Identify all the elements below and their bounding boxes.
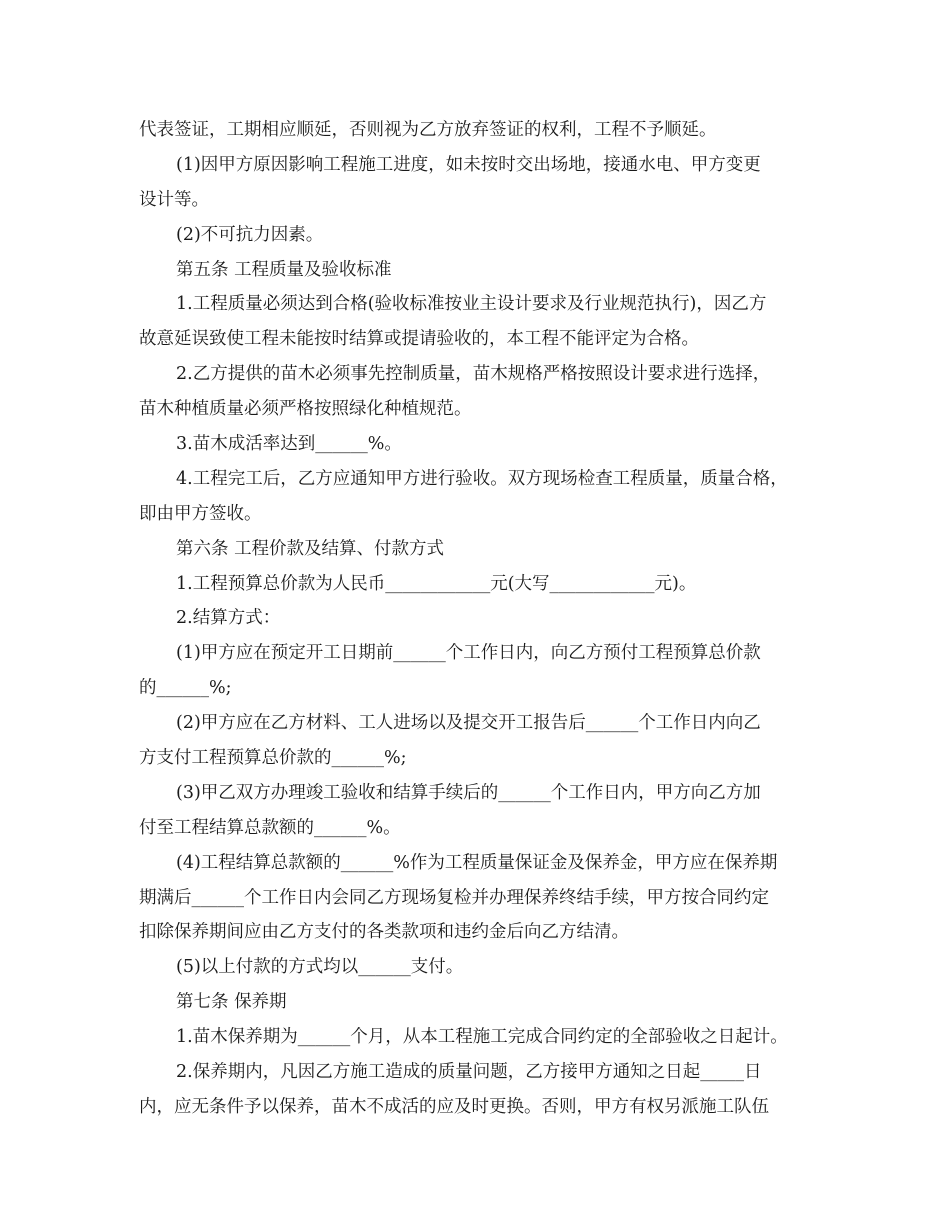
- text-line: [0, 811, 950, 846]
- line-text: 苗木种植质量必须严格按照绿化种植规范。: [139, 399, 472, 420]
- text-line: [0, 427, 950, 462]
- text-line: [0, 776, 950, 811]
- text-line: [0, 1090, 950, 1125]
- text-line: [0, 148, 950, 183]
- line-text: 1.苗木保养期为______个月，从本工程施工完成合同约定的全部验收之日起计。: [176, 1027, 788, 1048]
- text-line: [0, 1055, 950, 1090]
- text-line: [0, 1020, 950, 1055]
- section-heading: [0, 985, 950, 1020]
- line-text: (4)工程结算总款额的______%作为工程质量保证金及保养金，甲方应在保养期: [176, 852, 778, 873]
- text-line: [0, 846, 950, 881]
- line-text: 内，应无条件予以保养，苗木不成活的应及时更换。否则，甲方有权另派施工队伍: [139, 1096, 769, 1117]
- document-body: [0, 113, 950, 1125]
- line-text: 2.乙方提供的苗木必须事先控制质量，苗木规格严格按照设计要求进行选择，: [176, 364, 771, 385]
- line-text: (2)甲方应在乙方材料、工人进场以及提交开工报告后______个工作日内向乙: [176, 713, 761, 734]
- line-text: 4.工程完工后，乙方应通知甲方进行验收。双方现场检查工程质量，质量合格，: [176, 468, 788, 489]
- text-line: [0, 113, 950, 148]
- line-text: 1.工程质量必须达到合格(验收标准按业主设计要求及行业规范执行)，因乙方: [176, 294, 767, 315]
- line-text: 第五条 工程质量及验收标准: [176, 259, 392, 280]
- text-line: [0, 671, 950, 706]
- section-heading: [0, 253, 950, 288]
- line-text: 代表签证，工期相应顺延，否则视为乙方放弃签证的权利，工程不予顺延。: [139, 120, 717, 140]
- text-line: [0, 601, 950, 636]
- text-line: [0, 287, 950, 322]
- line-text: (1)甲方应在预定开工日期前______个工作日内，向乙方预付工程预算总价款: [176, 643, 761, 664]
- line-text: (5)以上付款的方式均以______支付。: [176, 957, 464, 978]
- line-text: 故意延误致使工程未能按时结算或提请验收的，本工程不能评定为合格。: [139, 329, 699, 350]
- text-line: [0, 183, 950, 218]
- text-line: [0, 322, 950, 357]
- line-text: 即由甲方签收。: [139, 503, 262, 524]
- text-line: [0, 357, 950, 392]
- line-text: 的______%;: [139, 678, 232, 699]
- line-text: (2)不可抗力因素。: [176, 224, 324, 245]
- text-line: [0, 497, 950, 532]
- text-line: [0, 706, 950, 741]
- line-text: 方支付工程预算总价款的______%;: [139, 748, 407, 769]
- text-line: [0, 392, 950, 427]
- line-text: (1)因甲方原因影响工程施工进度，如未按时交出场地，接通水电、甲方变更: [176, 154, 761, 175]
- text-line: [0, 462, 950, 497]
- line-text: (3)甲乙双方办理竣工验收和结算手续后的______个工作日内，甲方向乙方加: [176, 782, 761, 803]
- section-heading: [0, 532, 950, 567]
- text-line: [0, 567, 950, 602]
- line-text: 2.结算方式：: [176, 608, 281, 629]
- line-text: 2.保养期内，凡因乙方施工造成的质量问题，乙方接甲方通知之日起_____日: [176, 1062, 762, 1083]
- text-line: [0, 915, 950, 950]
- line-text: 设计等。: [139, 189, 209, 210]
- text-line: [0, 218, 950, 253]
- line-text: 1.工程预算总价款为人民币____________元(大写____________元)。: [176, 573, 697, 594]
- text-line: [0, 881, 950, 916]
- line-text: 扣除保养期间应由乙方支付的各类款项和违约金后向乙方结清。: [139, 922, 629, 943]
- text-line: [0, 741, 950, 776]
- line-text: 期满后______个工作日内会同乙方现场复检并办理保养终结手续，甲方按合同约定: [139, 887, 769, 908]
- line-text: 第六条 工程价款及结算、付款方式: [176, 538, 445, 559]
- text-line: [0, 636, 950, 671]
- text-line: [0, 950, 950, 985]
- line-text: 第七条 保养期: [176, 992, 287, 1013]
- line-text: 付至工程结算总款额的______%。: [139, 817, 401, 838]
- line-text: 3.苗木成活率达到______%。: [176, 434, 402, 455]
